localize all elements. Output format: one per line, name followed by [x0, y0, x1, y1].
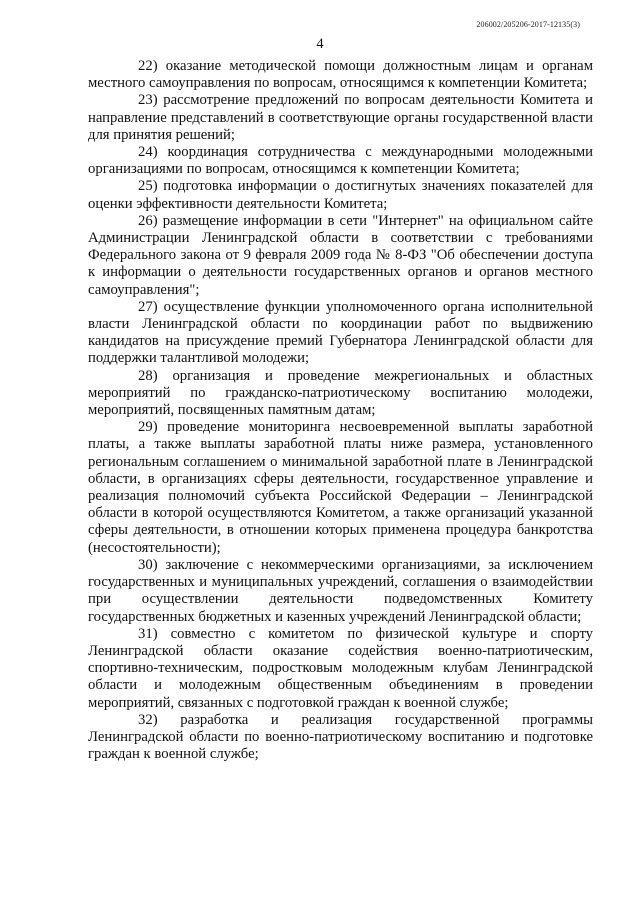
item-number: 24) — [138, 144, 158, 161]
item-text: оказание методической помощи должностным лицам и органам местного самоуправления по вопросам, относящимся к компетенции Комитета; — [88, 58, 593, 92]
item-number: 27) — [138, 298, 158, 315]
list-item — [88, 368, 593, 420]
list-item — [88, 178, 593, 212]
list-item — [88, 557, 593, 626]
item-text: заключение с некоммерческими организациями, за исключением государственных и муниципальных учреждений, соглашения о взаимодействии при осуществлении деятельности подведомственных Комитету государственных бюджетных и казенных учреждений Ленинградской области; — [88, 556, 593, 625]
item-text: осуществление функции уполномоченного органа исполнительной власти Ленинградской области по координации работ по выдвижению кандидатов на присуждение премий Губернатора Ленинградской области для поддержки талантливой молодежи; — [88, 298, 593, 367]
item-number: 28) — [138, 367, 158, 384]
document-body — [88, 58, 593, 763]
item-text: организация и проведение межрегиональных и областных мероприятий по гражданско-патриотическому воспитанию молодежи, мероприятий, посвященных памятным датам; — [88, 367, 594, 419]
item-text: подготовка информации о достигнутых значениях показателей для оценки эффективности деятельности Комитета; — [88, 178, 593, 212]
item-number: 30) — [138, 556, 158, 573]
item-text: разработка и реализация государственной программы Ленинградской области по военно-патриотическому воспитанию и подготовке граждан к военной службе; — [88, 711, 594, 763]
item-number: 32) — [138, 711, 158, 728]
item-number: 31) — [138, 625, 158, 642]
item-text: координация сотрудничества с международными молодежными организациями по вопросам, относящимся к компетенции Комитета; — [88, 144, 593, 178]
list-item — [88, 626, 593, 712]
list-item — [88, 213, 593, 299]
item-number: 22) — [138, 58, 158, 74]
page-number: 4 — [316, 36, 324, 52]
item-number: 25) — [138, 178, 158, 195]
list-item — [88, 712, 593, 764]
document-registration-number: 206002/205206-2017-12135(3) — [476, 20, 580, 29]
list-item — [88, 419, 593, 557]
list-item — [88, 144, 593, 178]
item-text: рассмотрение предложений по вопросам деятельности Комитета и направление представлений в соответствующие органы государственной власти для принятия решений; — [88, 92, 593, 143]
list-item — [88, 299, 593, 368]
item-number: 26) — [138, 212, 158, 229]
item-text: совместно с комитетом по физической культуре и спорту Ленинградской области оказание содействия военно-патриотическим, спортивно-техническим, подростковым молодежным клубам Ленинградской области и молодежным общественным объединениям в проведении мероприятий, связанных с подготовкой граждан к военной службе; — [88, 625, 594, 711]
item-number: 23) — [138, 92, 158, 109]
item-text: размещение информации в сети "Интернет" на официальном сайте Администрации Ленинградской области в соответствии с требованиями Федерального закона от 9 февраля 2009 года № 8-ФЗ "Об обеспечении доступа к информации о деятельности государственных органов и органов местного самоуправления"; — [88, 212, 593, 298]
list-item — [88, 92, 593, 144]
item-number: 29) — [138, 419, 158, 436]
list-item — [88, 58, 593, 92]
item-text: проведение мониторинга несвоевременной выплаты заработной платы, а также выплаты заработной платы ниже размера, установленного региональным соглашением о минимальной заработной плате в Ленинградской области, в организациях сферы деятельности, государственное управление и реализация полномочий субъекта Российской Федерации – Ленинградской области в которой осуществляются Комитетом, а также организаций указанной сферы деятельности, в отношении которых применена процедура банкротства (несостоятельности); — [88, 419, 594, 556]
